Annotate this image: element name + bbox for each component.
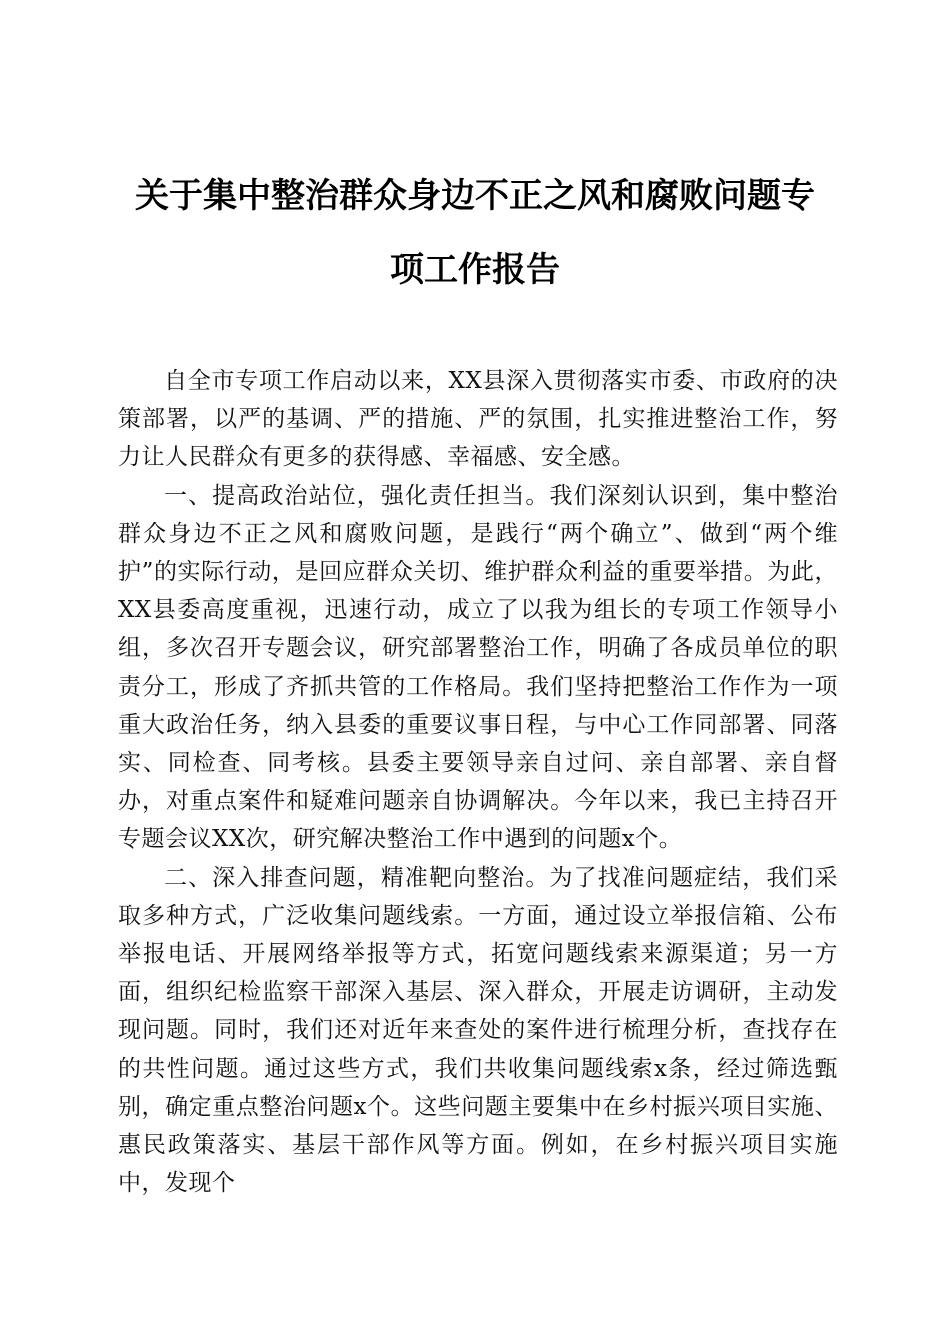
paragraph-section-2: 二、深入排查问题，精准靶向整治。为了找准问题症结，我们采取多种方式，广泛收集问题线索。一方面，通过设立举报信箱、公布举报电话、开展网络举报等方式，拓宽问题线索来源渠道；另一方面，组织纪检监察干部深入基层、深入群众，开展走访调研，主动发现问题。同时，我们还对近年来查处的案件进行梳理分析，查找存在的共性问题。通过这些方式，我们共收集问题线索x条，经过筛选甄别，确定重点整治问题x个。这些问题主要集中在乡村振兴项目实施、惠民政策落实、基层干部作风等方面。例如，在乡村振兴项目实施中，发现个 [118, 864, 838, 1197]
paragraph-section-1: 一、提高政治站位，强化责任担当。我们深刻认识到，集中整治群众身边不正之风和腐败问题，是践行“两个确立”、做到“两个维护”的实际行动，是回应群众关切、维护群众利益的重要举措。为此，XX县委高度重视，迅速行动，成立了以我为组长的专项工作领导小组，多次召开专题会议，研究部署整治工作，明确了各成员单位的职责分工，形成了齐抓共管的工作格局。我们坚持把整治工作作为一项重大政治任务，纳入县委的重要议事日程，与中心工作同部署、同落实、同检查、同考核。县委主要领导亲自过问、亲自部署、亲自督办，对重点案件和疑难问题亲自协调解决。今年以来，我已主持召开专题会议XX次，研究解决整治工作中遇到的问题x个。 [118, 482, 838, 853]
document-body [118, 362, 838, 1202]
paragraph-intro: 自全市专项工作启动以来，XX县深入贯彻落实市委、市政府的决策部署，以严的基调、严的措施、严的氛围，扎实推进整治工作，努力让人民群众有更多的获得感、幸福感、安全感。 [118, 368, 838, 471]
document-title-line-2: 项工作报告 [390, 250, 560, 290]
document-title-line-1: 关于集中整治群众身边不正之风和腐败问题专 [135, 176, 815, 216]
